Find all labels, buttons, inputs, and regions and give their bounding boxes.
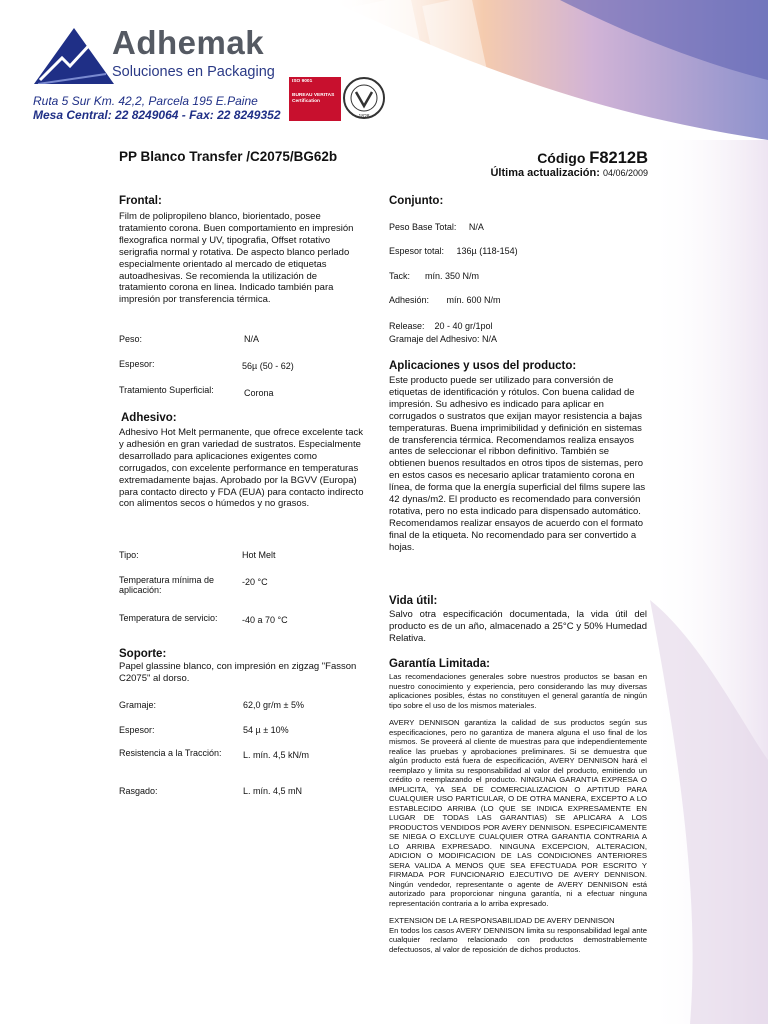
aplicaciones-text: Este producto puede ser utilizado para conversión de etiquetas de identificación y rótulos. Con buena calidad de impresión. Su adhesivo es indicado para aplicar en corrugados o sustratos que exijan mayor resistencia a bajas temperaturas. Buena imprimibilidad y definición en sistemas de transferencia térmica. Recomendamos realiza ensayos antes de seleccionar el ribbon definitivo. También se obtienen buenos resultados en otros tipos de sistemas, pero en estos casos es necesario aplicar tratamiento corona en línea, de forma que la energía superficial del films supere las 42 dynas/m2. El producto es recomendado para conversión rotativa, pero no esta indicado para dispensado automático. Recomendamos realizar ensayos de acuerdo con el formato final de la etiqueta. No recomendado para ser convertido a hojas. xyxy=(389,375,646,553)
company-address: Ruta 5 Sur Km. 42,2, Parcela 195 E.Paine xyxy=(33,94,258,108)
conjunto-line: Release: 20 - 40 gr/1pol xyxy=(389,321,493,331)
seal-year: 1828 xyxy=(358,114,370,120)
spec-value: 54 µ ± 10% xyxy=(243,725,289,735)
frontal-heading: Frontal: xyxy=(119,195,162,207)
cert-iso-label: ISO 9001 xyxy=(292,79,313,84)
spec-label: Rasgado: xyxy=(119,786,158,796)
updated-label: Última actualización: xyxy=(490,167,600,179)
spec-value: -20 °C xyxy=(242,577,268,587)
iso-certificate-badge xyxy=(289,77,341,121)
cert-body-label: BUREAU VERITAS xyxy=(292,93,335,98)
garantia-body xyxy=(389,672,647,962)
company-phone: Mesa Central: 22 8249064 - Fax: 22 8249352 xyxy=(33,108,281,122)
company-name: Adhemak xyxy=(112,24,265,61)
cert-kind-label: Certification xyxy=(292,99,320,104)
adhesivo-heading: Adhesivo: xyxy=(121,412,177,424)
last-updated xyxy=(490,167,648,179)
spec-value: Hot Melt xyxy=(242,550,276,560)
spec-value: Corona xyxy=(244,388,274,398)
bureau-veritas-seal-icon xyxy=(342,74,386,122)
soporte-heading: Soporte: xyxy=(119,648,167,660)
updated-value: 04/06/2009 xyxy=(602,168,648,178)
aplicaciones-heading: Aplicaciones y usos del producto: xyxy=(389,360,577,372)
garantia-extension-title: EXTENSION DE LA RESPONSABILIDAD DE AVERY DENNISON xyxy=(389,916,615,925)
code-label: Código xyxy=(537,150,586,166)
code-value: F8212B xyxy=(589,149,648,167)
vida-util-heading: Vida útil: xyxy=(389,595,438,607)
spec-label: Espesor: xyxy=(119,725,155,735)
frontal-text: Film de polipropileno blanco, biorientado, posee tratamiento corona. Buen comportamiento en impresión flexografica normal y UV, tipografia, Offset rotativo serigrafia normal y rotativa. De aspecto blanco perlado especialmente orientado al mercado de etiquetas autoadhesivas. Se recomienda la utilización de tratamiento corona en linea. Indicado también para impresión por transferencia térmica. xyxy=(119,211,354,306)
company-tagline: Soluciones en Packaging xyxy=(112,64,275,80)
spec-label: Peso: xyxy=(119,334,143,344)
conjunto-line: Tack: mín. 350 N/m xyxy=(389,271,480,281)
spec-label: Gramaje: xyxy=(119,700,157,710)
product-code xyxy=(537,149,648,168)
soporte-text: Papel glassine blanco, con impresión en zigzag "Fasson C2075" al dorso. xyxy=(119,661,357,684)
spec-value: -40 a 70 °C xyxy=(242,615,288,625)
spec-label: Temperatura mínima de aplicación: xyxy=(119,575,215,595)
spec-value: L. mín. 4,5 mN xyxy=(243,786,303,796)
spec-value: N/A xyxy=(244,334,260,344)
garantia-paragraph: Las recomendaciones generales sobre nuestros productos se basan en nuestro conocimiento y experiencia, pero considerando las muy diversas aplicaciones posibles, éstas no constituyen el general garantía de ningún tipo sobre el uso de los mismos materiales. xyxy=(389,672,647,710)
vida-util-text: Salvo otra especificación documentada, la vida útil del producto es de un año, almacenado a 25°C y 50% Humedad Relativa. xyxy=(389,609,647,644)
garantia-paragraph: AVERY DENNISON garantiza la calidad de sus productos según sus especificaciones, pero no garantiza de manera alguna el uso final de los mismos. Se proveerá al cliente de muestras para que independientemente realice las pruebas y aprobaciones preliminares. Si se demuestra que algún producto está fuera de especificación, AVERY DENNISON hará el reemplazo y limita su responsabilidad al valor del producto, emitiendo un crédito o reemplazando el producto. NINGUNA GARANTIA EXPRESA O IMPLICITA, YA SEA DE COMERCIALIZACION O APTITUD PARA CUALQUIER USO PARTICULAR, O DE OTRA MANERA, EXCEPTO A LO ESTABLECIDO ARRIBA (LO QUE SE INDICA EXPRESAMENTE EN LUGAR DE TODAS LAS GARANTIAS) SE APLICARA A LOS PRODUCTOS VENDIDOS POR AVERY DENNISON. ESPECIFICAMENTE SE NIEGA O EXCLUYE CUALQUIER OTRA GARANTIA CONTRARIA A LO ARRIBA EXPRESADO. NINGUNA EXCEPCION, ALTERACION, ADICION O MODIFICACION DE LAS CONDICIONES ANTERIORES SERA VALIDA A MENOS QUE SEA EFECTUADA POR ESCRITO Y FIRMADA POR FUNCIONARIO EJECUTIVO DE AVERY DENNISON. Ningún vendedor, representante o agente de AVERY DENNISON está autorizado para proporcionar ninguna garantía, ni a efectuar ninguna representación contraria a lo arriba expresado. xyxy=(389,718,647,908)
spec-label: Espesor: xyxy=(119,359,155,369)
spec-label: Tratamiento Superficial: xyxy=(119,385,214,395)
spec-value: L. mín. 4,5 kN/m xyxy=(243,750,310,760)
spec-value: 56µ (50 - 62) xyxy=(242,361,294,371)
conjunto-line: Peso Base Total: N/A xyxy=(389,222,484,232)
conjunto-line: Adhesión: mín. 600 N/m xyxy=(389,295,501,305)
spec-value: 62,0 gr/m ± 5% xyxy=(243,700,304,710)
adhemak-logo-icon xyxy=(34,28,114,84)
conjunto-line: Gramaje del Adhesivo: N/A xyxy=(389,334,498,344)
garantia-heading: Garantía Limitada: xyxy=(389,658,490,670)
garantia-paragraph: En todos los casos AVERY DENNISON limita su responsabilidad legal ante cualquier reclamo relacionado con productos demostrablemente defectuosos, al valor de reposición de dichos productos. xyxy=(389,925,647,954)
spec-label: Temperatura de servicio: xyxy=(119,613,218,623)
conjunto-line: Espesor total: 136µ (118-154) xyxy=(389,246,518,256)
spec-label: Tipo: xyxy=(119,550,139,560)
spec-label: Resistencia a la Tracción: xyxy=(119,748,222,758)
adhesivo-text: Adhesivo Hot Melt permanente, que ofrece excelente tack y adhesión en gran variedad de sustratos. Especialmente desarrollado para aplicaciones exigentes como corrugados, con excelente performance en temperaturas extremadamente bajas. Aprobado por la BGVV (Europa) para contacto directo y FDA (EUA) para contacto indirecto con alimentos secos o húmedos y no grasos. xyxy=(119,427,364,510)
conjunto-heading: Conjunto: xyxy=(389,195,444,207)
product-name: PP Blanco Transfer /C2075/BG62b xyxy=(119,149,338,164)
